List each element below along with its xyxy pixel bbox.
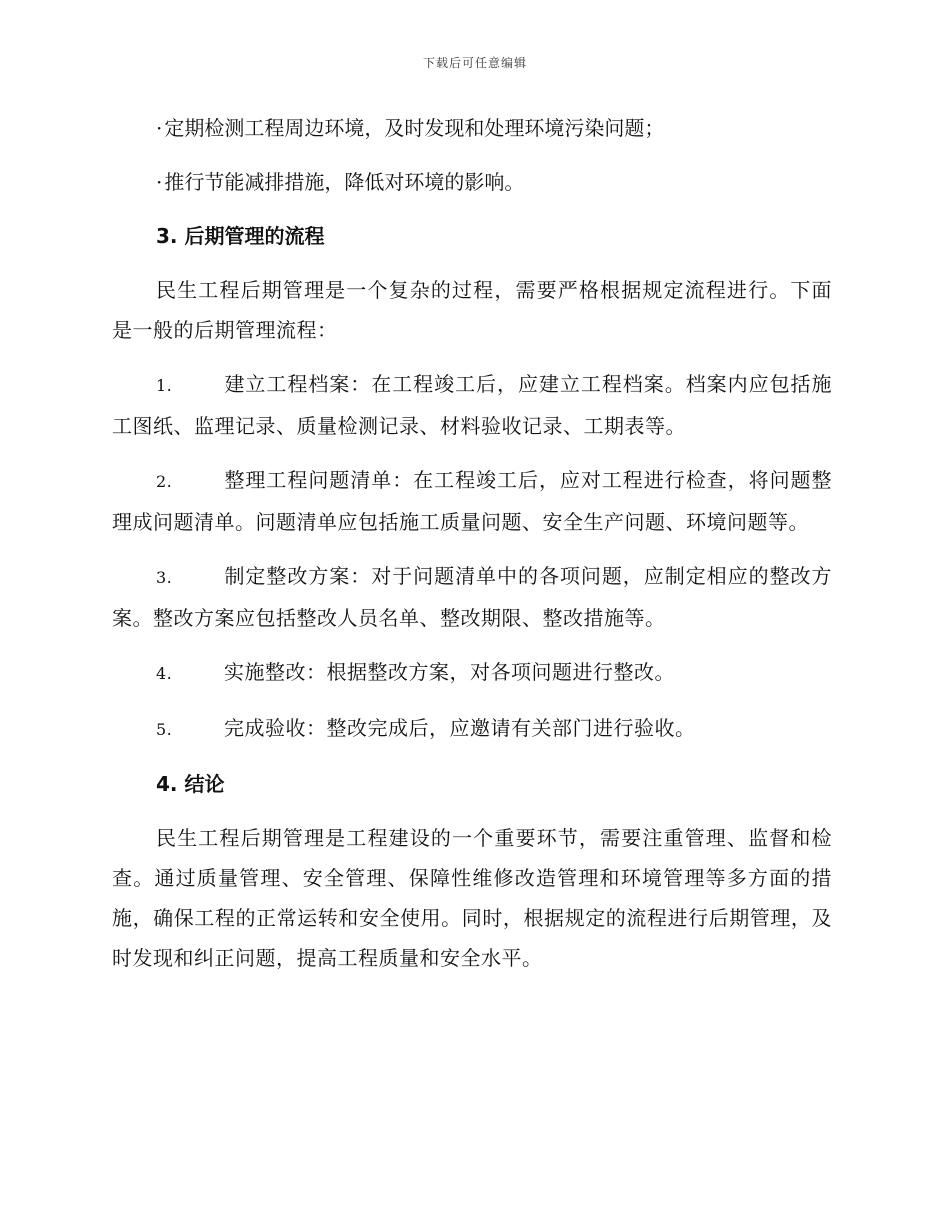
process-step xyxy=(112,652,832,694)
process-step xyxy=(112,364,832,446)
section-3-intro: 民生工程后期管理是一个复杂的过程，需要严格根据规定流程进行。下面是一般的后期管理流程： xyxy=(112,278,832,342)
process-step xyxy=(112,708,832,750)
bullet-text: 定期检测工程周边环境，及时发现和处理环境污染问题； xyxy=(164,116,665,140)
step-text: 整理工程问题清单：在工程竣工后，应对工程进行检查，将问题整理成问题清单。问题清单应包括施工质量问题、安全生产问题、环境问题等。 xyxy=(112,468,832,534)
step-number: 5. xyxy=(156,720,173,739)
step-number: 4. xyxy=(156,664,173,683)
process-step xyxy=(112,556,832,638)
bullet-item xyxy=(156,108,832,148)
step-text: 实施整改：根据整改方案，对各项问题进行整改。 xyxy=(224,660,675,684)
step-text: 完成验收：整改完成后，应邀请有关部门进行验收。 xyxy=(224,716,696,740)
bullet-text: 推行节能减排措施，降低对环境的影响。 xyxy=(164,170,525,194)
bullet-dot: · xyxy=(156,170,163,194)
section-4-body: 民生工程后期管理是工程建设的一个重要环节，需要注重管理、监督和检查。通过质量管理、安全管理、保障性维修改造管理和环境管理等多方面的措施，确保工程的正常运转和安全使用。同时，根据规定的流程进行后期管理，及时发现和纠正问题，提高工程质量和安全水平。 xyxy=(112,826,832,970)
step-text: 建立工程档案：在工程竣工后，应建立工程档案。档案内应包括施工图纸、监理记录、质量检测记录、材料验收记录、工期表等。 xyxy=(112,372,832,438)
step-number: 3. xyxy=(156,568,173,587)
document-body xyxy=(112,108,832,992)
bullet-item xyxy=(156,162,832,202)
bullet-dot: · xyxy=(156,116,163,140)
section-4-heading: 4. 结论 xyxy=(156,772,225,796)
page-header: 下载后可任意编辑 xyxy=(422,56,527,70)
process-step xyxy=(112,460,832,542)
step-number: 1. xyxy=(156,376,173,395)
step-text: 制定整改方案：对于问题清单中的各项问题，应制定相应的整改方案。整改方案应包括整改人员名单、整改期限、整改措施等。 xyxy=(112,564,832,630)
section-3-heading: 3. 后期管理的流程 xyxy=(156,224,325,248)
step-number: 2. xyxy=(156,472,173,491)
